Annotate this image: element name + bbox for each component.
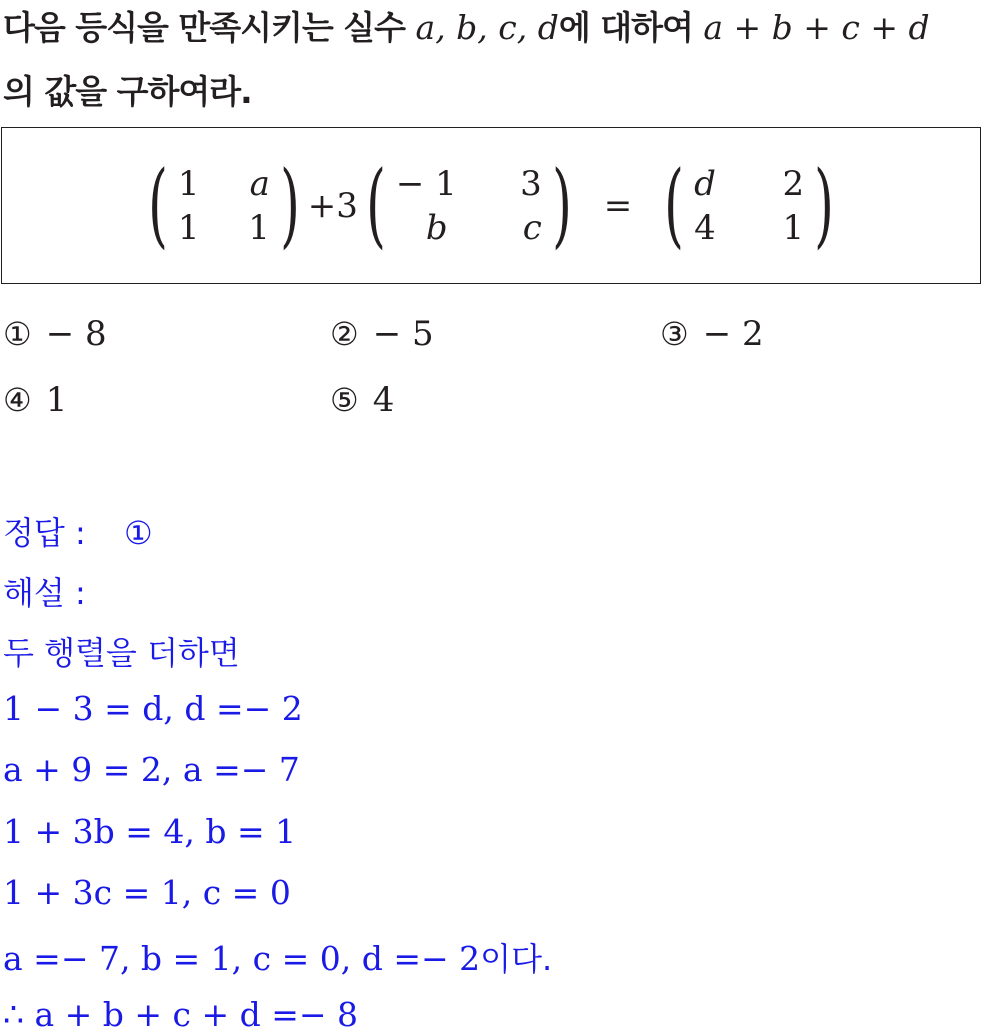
- matrix-equation: [2, 128, 980, 283]
- matrix-3-cell: 4: [694, 207, 716, 248]
- choice-3[interactable]: ③ − 2: [660, 314, 764, 354]
- question-expression: a + b + c + d: [703, 8, 930, 47]
- solution-step-4: 1 + 3c = 1, c = 0: [3, 873, 291, 912]
- matrix-3-cell: 1: [782, 207, 805, 248]
- matrix-2-cell: 3: [520, 163, 542, 204]
- matrix-1: ( 1 a 1 1 ): [148, 150, 300, 258]
- matrix-3: ( d 2 4 1 ): [664, 150, 834, 258]
- answer-label: 정답 :: [3, 514, 86, 552]
- explanation-intro: 두 행렬을 더하면: [3, 634, 240, 672]
- matrix-2-cell: c: [522, 207, 542, 248]
- equation-box: [1, 127, 981, 284]
- equals-sign: =: [603, 185, 633, 226]
- solution-conclusion: ∴ a + b + c + d =− 8: [3, 995, 359, 1034]
- matrix-1-cell: a: [249, 163, 270, 204]
- solution-step-1: 1 − 3 = d, d =− 2: [3, 689, 303, 728]
- answer-value: ①: [123, 514, 153, 552]
- matrix-2-cell: b: [425, 207, 448, 248]
- matrix-1-cell: 1: [248, 207, 270, 248]
- question-suffix: 에 대하여: [558, 8, 693, 47]
- explanation-label: 해설 :: [3, 574, 86, 612]
- matrix-1-cell: 1: [177, 207, 200, 248]
- question-line-1: [3, 2, 930, 49]
- answer-line: [3, 508, 153, 554]
- scalar-coefficient: 3: [336, 185, 358, 226]
- plus-sign: +: [307, 185, 337, 226]
- matrix-1-cell: 1: [177, 163, 200, 204]
- solution-step-3: 1 + 3b = 4, b = 1: [3, 812, 297, 851]
- solution-summary: a =− 7, b = 1, c = 0, d =− 2이다.: [3, 939, 553, 978]
- choice-5[interactable]: ⑤ 4: [330, 380, 395, 420]
- question-line-2: [3, 66, 252, 113]
- solution-step-2: a + 9 = 2, a =− 7: [3, 750, 300, 789]
- matrix-2-cell: − 1: [395, 163, 457, 204]
- choice-2[interactable]: ② − 5: [330, 314, 434, 354]
- choice-4[interactable]: ④ 1: [3, 380, 68, 420]
- question-variables: a, b, c, d: [415, 8, 559, 47]
- matrix-2: ( − 1 3 b c ): [365, 150, 572, 258]
- matrix-3-cell: 2: [782, 163, 805, 204]
- question-text: 다음 등식을 만족시키는 실수: [3, 8, 406, 47]
- matrix-3-cell: d: [694, 163, 716, 204]
- choice-1[interactable]: ① − 8: [3, 314, 107, 354]
- question-text-2: 의 값을 구하여라.: [3, 72, 252, 111]
